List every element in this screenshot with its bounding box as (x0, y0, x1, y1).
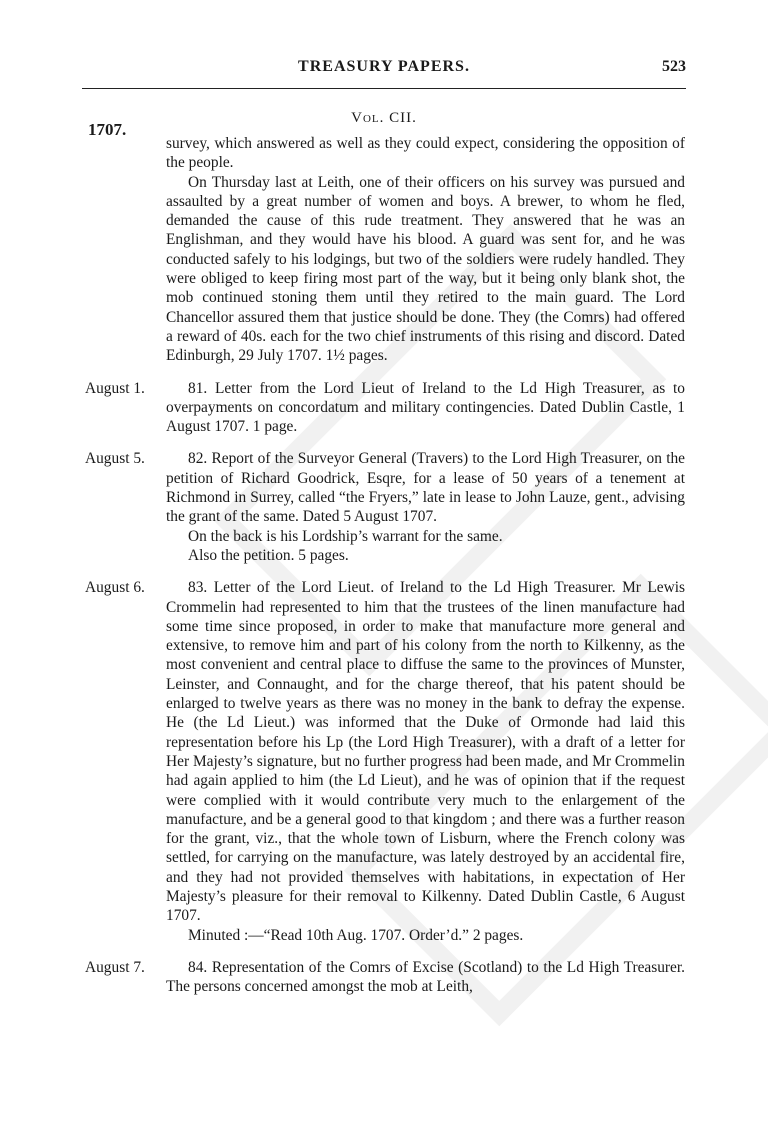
entry-82 (80, 449, 685, 565)
entry-note: Also the petition. 5 pages. (188, 546, 349, 564)
entry-body (166, 958, 685, 997)
entry-paragraph: 84. Representation of the Comrs of Excise (Scotland) to the Ld High Treasurer. The persons concerned amongst the mob at Leith, (166, 958, 685, 996)
entry-body (166, 449, 685, 565)
entry-paragraph: 83. Letter of the Lord Lieut. of Ireland to the Ld High Treasurer. Mr Lewis Crommelin had represented to him that the trustees of the linen manufacture had some time since proposed, in order to make that manufacture more general and extensive, to remove him and part of his colony from the north to Kilkenny, as the most convenient and central place to diffuse the same to the provinces of Munster, Leinster, and Connaught, and for the charge thereof, that his patent should be enlarged to twelve years as there was no money in the bank to defray the expense. He (the Ld Lieut.) was informed that the Duke of Ormonde had laid this representation before his Lp (the Lord High Treasurer), with a draft of a letter for Her Majesty’s signature, but no further progress had been made, and Mr Crommelin had again applied to him (the Ld Lieut), and he was of opinion that if the request were complied with it would contribute very much to the enlargement of the manufacture, and be a general good to that kingdom ; and there was a further reason for the grant, viz., that the whole town of Lisburn, where the French colony was settled, for carrying on the manufacture, was lately destroyed by an accidental fire, and they had not provided themselves with habitations, in expectation of Her Majesty’s pleasure for their removal to Kilkenny. Dated Dublin Castle, 6 August 1707. (166, 579, 685, 925)
entry-date: August 1. (85, 379, 145, 397)
entry-paragraph: 82. Report of the Surveyor General (Travers) to the Lord High Treasurer, on the petition of Richard Goodrick, Esqre, for a lease of 50 years of a tenement at Richmond in Surrey, called “the Fryers,” late in lease to John Lauze, gent., advising the grant of the same. Dated 5 August 1707. (166, 450, 685, 526)
entry-date: August 5. (85, 450, 145, 468)
entry-date: August 7. (85, 958, 145, 976)
entry-paragraph: 81. Letter from the Lord Lieut of Ireland to the Ld High Treasurer, as to overpayments on concordatum and military contingencies. Dated Dublin Castle, 1 August 1707. 1 page. (166, 379, 685, 436)
entry-continuation (80, 134, 685, 366)
page-header (0, 0, 768, 90)
header-rule (82, 88, 686, 89)
entry-note: On the back is his Lordship’s warrant for the same. (188, 527, 503, 545)
entry-note: Minuted :—“Read 10th Aug. 1707. Order’d.” 2 pages. (188, 926, 524, 944)
entry-81 (80, 379, 685, 437)
entry-body (166, 134, 685, 366)
entry-83 (80, 578, 685, 945)
entry-84 (80, 958, 685, 997)
volume-heading: Vol. CII. (351, 110, 417, 126)
year-marker: 1707. (88, 120, 127, 139)
entry-date: August 6. (85, 579, 145, 597)
page-number: 523 (662, 58, 686, 75)
entry-body (166, 379, 685, 437)
entry-body (166, 578, 685, 945)
entry-paragraph: survey, which answered as well as they could expect, considering the opposition of the people. (166, 135, 685, 172)
running-title: TREASURY PAPERS. (298, 58, 470, 75)
entry-paragraph: On Thursday last at Leith, one of their officers on his survey was pursued and assaulted by a great number of women and boys. A brewer, to whom he fled, demanded the cause of this rude treatment. They answered that he was an Englishman, and they would have his blood. A guard was sent for, and he was conducted safely to his lodgings, but two of the soldiers were rudely handled. They were obliged to keep firing most part of the way, but it being only blank shot, the mob continued stoning them until they retired to the main guard. The Lord Chancellor assured them that justice should be done. They (the Comrs) had offered a reward of 40s. each for the two chief instruments of this rising and discord. Dated Edinburgh, 29 July 1707. 1½ pages. (166, 173, 685, 365)
page-content (80, 134, 685, 1009)
